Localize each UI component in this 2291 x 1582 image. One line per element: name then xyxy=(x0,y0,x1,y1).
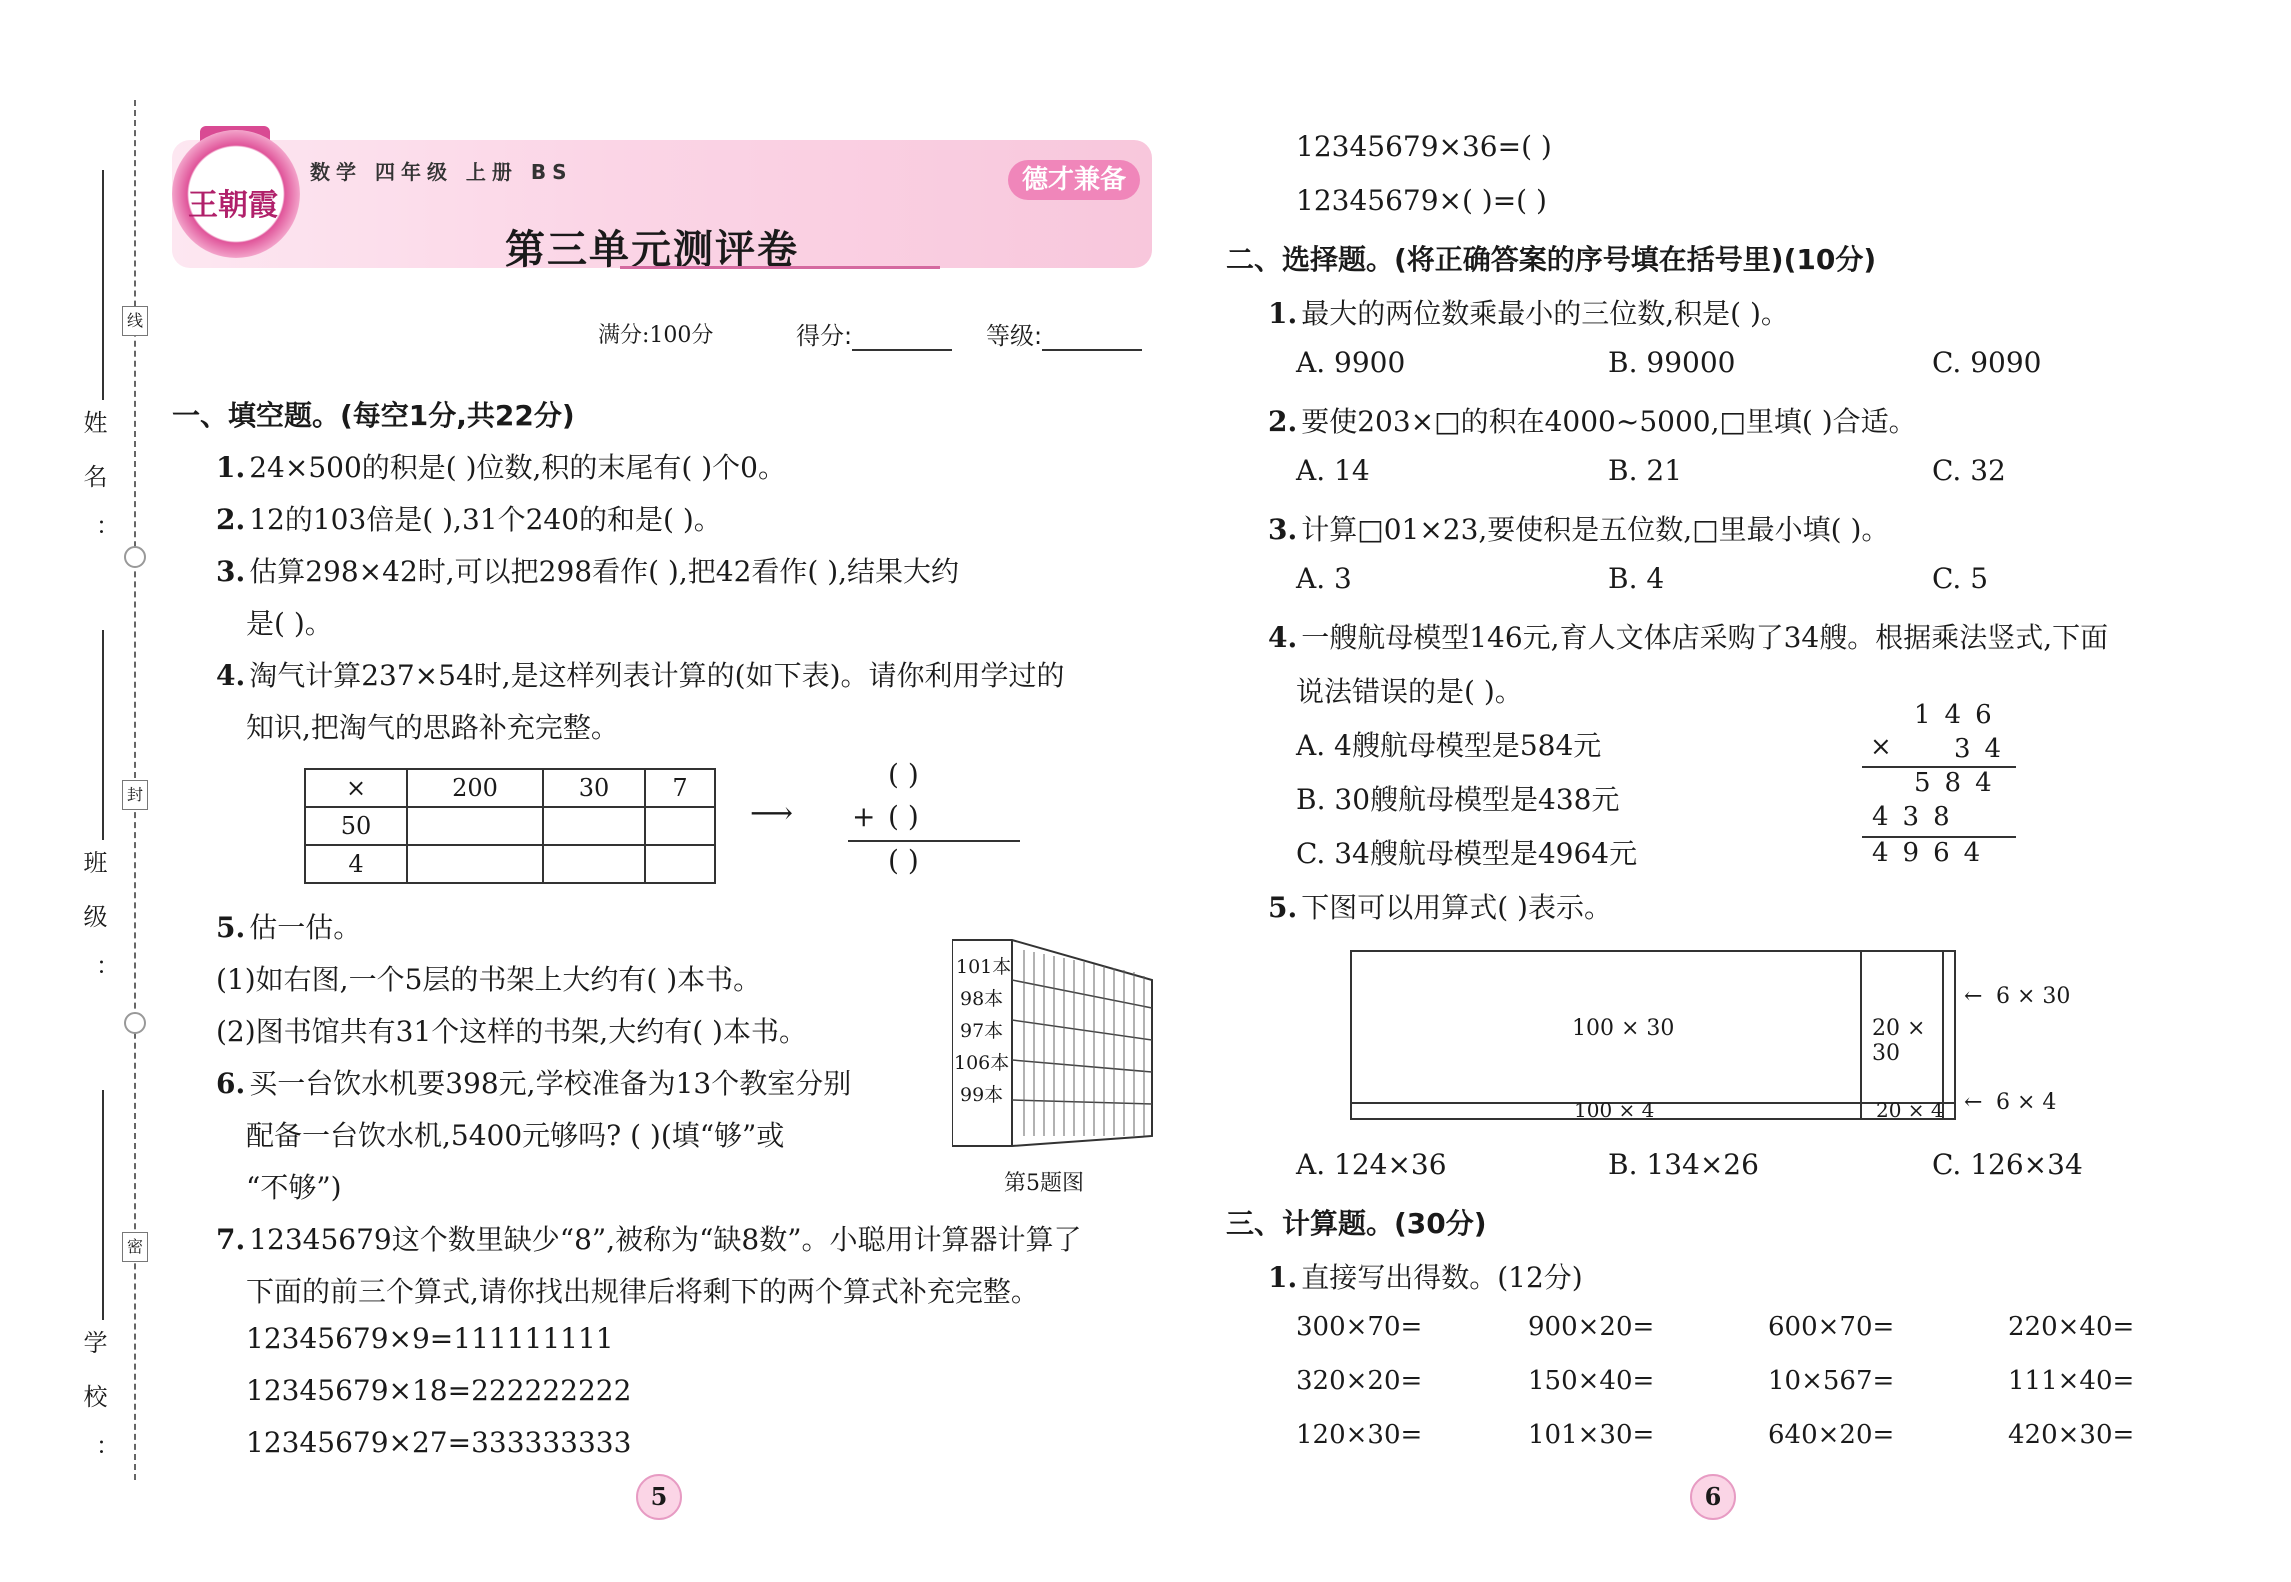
school-underline xyxy=(102,1090,104,1320)
score-label: 得分: xyxy=(796,322,853,350)
option-b[interactable]: B. 99000 xyxy=(1608,346,1736,379)
question-text: 12的103倍是( ),31个240的和是( )。 xyxy=(249,503,722,536)
table-row-header: 50 xyxy=(305,807,407,845)
calc-item[interactable]: 150×40= xyxy=(1528,1366,1655,1396)
table-answer-cell[interactable] xyxy=(543,845,645,883)
shelf-label: 106本 xyxy=(954,1052,1010,1074)
vertical-row-2: 34 xyxy=(1954,734,2016,764)
question-1-6-cont: 配备一台饮水机,5400元够吗? ( )(填“够”或 xyxy=(246,1119,785,1152)
pattern-line: 12345679×18=222222222 xyxy=(246,1374,632,1407)
calc-item[interactable]: 320×20= xyxy=(1296,1366,1423,1396)
grade-field[interactable] xyxy=(986,316,1142,351)
area-divider xyxy=(1860,952,1862,1118)
question-2-3 xyxy=(1268,508,1889,548)
question-2-5 xyxy=(1268,886,1612,926)
question-number: 2. xyxy=(1268,405,1298,438)
question-number: 5. xyxy=(1268,891,1298,924)
pattern-answer-1[interactable]: 12345679×36=( ) xyxy=(1296,130,1552,163)
calc-item[interactable]: 120×30= xyxy=(1296,1420,1423,1450)
calc-item[interactable]: 111×40= xyxy=(2008,1366,2135,1396)
question-2-2 xyxy=(1268,400,1917,440)
times-sign: × xyxy=(1870,732,1906,762)
option-b[interactable]: B. 4 xyxy=(1608,562,1665,595)
question-1-1 xyxy=(216,446,786,486)
full-score: 满分:100分 xyxy=(598,323,714,348)
sum-blank-3[interactable]: ( ) xyxy=(888,844,919,877)
pattern-answer-2[interactable]: 12345679×( )=( ) xyxy=(1296,184,1547,217)
question-text: 估一估。 xyxy=(249,911,362,944)
question-number: 2. xyxy=(216,503,246,536)
table-answer-cell[interactable] xyxy=(645,845,715,883)
question-1-2 xyxy=(216,498,722,538)
bookshelf-illustration xyxy=(952,936,1156,1148)
table-header-cell: 7 xyxy=(645,769,715,807)
table-answer-cell[interactable] xyxy=(543,807,645,845)
table-answer-cell[interactable] xyxy=(407,845,543,883)
question-number: 4. xyxy=(216,659,246,692)
question-text: 最大的两位数乘最小的三位数,积是( )。 xyxy=(1301,297,1789,330)
question-1-4-cont: 知识,把淘气的思路补充完整。 xyxy=(246,711,619,744)
option-b[interactable]: B. 21 xyxy=(1608,454,1683,487)
question-number: 3. xyxy=(216,555,246,588)
calc-item[interactable]: 420×30= xyxy=(2008,1420,2135,1450)
seal-mark: 封 xyxy=(122,780,148,810)
question-text: 一艘航母模型146元,育人文体店采购了34艘。根据乘法竖式,下面 xyxy=(1301,621,2109,654)
table-header-cell: × xyxy=(305,769,407,807)
question-number: 5. xyxy=(216,911,246,944)
question-text: 淘气计算237×54时,是这样列表计算的(如下表)。请你利用学过的 xyxy=(249,659,1065,692)
name-label: 姓名： xyxy=(79,410,107,572)
table-answer-cell[interactable] xyxy=(407,807,543,845)
pattern-line: 12345679×9=111111111 xyxy=(246,1322,614,1355)
calc-item[interactable]: 600×70= xyxy=(1768,1312,1895,1342)
title-underline xyxy=(620,266,940,269)
page-number-right: 6 xyxy=(1690,1474,1736,1520)
shelf-label: 101本 xyxy=(956,956,1012,978)
question-text: 要使203×□的积在4000~5000,□里填( )合适。 xyxy=(1301,405,1917,438)
question-text: 直接写出得数。(12分) xyxy=(1301,1261,1583,1294)
area-label: 20 × 4 xyxy=(1876,1098,1944,1122)
section3-sub1 xyxy=(1268,1256,1583,1296)
tight-mark: 密 xyxy=(122,1232,148,1262)
page-title: 第三单元测评卷 xyxy=(505,227,799,273)
shelf-label: 98本 xyxy=(960,988,1004,1010)
question-1-7-cont: 下面的前三个算式,请你找出规律后将剩下的两个算式补充完整。 xyxy=(246,1275,1039,1308)
calc-item[interactable]: 640×20= xyxy=(1768,1420,1895,1450)
question-number: 4. xyxy=(1268,621,1298,654)
question-number: 6. xyxy=(216,1067,246,1100)
class-label: 班级： xyxy=(79,850,107,1012)
sum-blank-1[interactable]: ( ) xyxy=(888,758,919,791)
option-b[interactable]: B. 30艘航母模型是438元 xyxy=(1296,783,1620,816)
option-c[interactable]: C. 5 xyxy=(1932,562,1989,595)
binding-margin xyxy=(0,0,143,1582)
line-mark: 线 xyxy=(122,306,148,336)
option-c[interactable]: C. 9090 xyxy=(1932,346,2042,379)
option-a[interactable]: A. 3 xyxy=(1296,562,1352,595)
calc-item[interactable]: 300×70= xyxy=(1296,1312,1423,1342)
question-1-3 xyxy=(216,550,959,590)
question-text: 12345679这个数里缺少“8”,被称为“缺8数”。小聪用计算器计算了 xyxy=(249,1223,1082,1256)
table-row-header: 4 xyxy=(305,845,407,883)
table-answer-cell[interactable] xyxy=(645,807,715,845)
left-arrow-icon: ← xyxy=(1964,984,1983,1009)
section1-heading: 一、填空题。(每空1分,共22分) xyxy=(172,399,575,432)
option-c[interactable]: C. 126×34 xyxy=(1932,1148,2083,1181)
area-model-figure xyxy=(1350,950,1956,1120)
calc-item[interactable]: 101×30= xyxy=(1528,1420,1655,1450)
sum-blank-2[interactable]: ( ) xyxy=(888,800,919,833)
name-underline xyxy=(102,170,104,400)
option-a[interactable]: A. 14 xyxy=(1296,454,1370,487)
question-number: 1. xyxy=(216,451,246,484)
calc-item[interactable]: 220×40= xyxy=(2008,1312,2135,1342)
option-a[interactable]: A. 9900 xyxy=(1296,346,1406,379)
calc-item[interactable]: 900×20= xyxy=(1528,1312,1655,1342)
question-1-6 xyxy=(216,1062,851,1102)
class-underline xyxy=(102,630,104,840)
sum-line xyxy=(848,840,1020,842)
vertical-row-1: 146 xyxy=(1914,700,2006,730)
plus-sign: + xyxy=(852,800,876,833)
area-label: 6 × 30 xyxy=(1996,984,2071,1009)
question-text: 买一台饮水机要398元,学校准备为13个教室分别 xyxy=(249,1067,852,1100)
question-text: 24×500的积是( )位数,积的末尾有( )个0。 xyxy=(249,451,786,484)
subject-line: 数学 四年级 上册 BS xyxy=(310,160,573,184)
section2-heading: 二、选择题。(将正确答案的序号填在括号里)(10分) xyxy=(1226,243,1877,276)
area-label: 100 × 30 xyxy=(1572,1016,1675,1041)
grade-label: 等级: xyxy=(986,322,1043,350)
option-a[interactable]: A. 124×36 xyxy=(1296,1148,1447,1181)
question-text: 下图可以用算式( )表示。 xyxy=(1301,891,1612,924)
question-1-6-cont2: “不够”) xyxy=(246,1171,342,1204)
area-label: 6 × 4 xyxy=(1996,1090,2057,1115)
left-arrow-icon: ← xyxy=(1964,1090,1983,1115)
table-header-cell: 200 xyxy=(407,769,543,807)
question-number: 7. xyxy=(216,1223,246,1256)
option-b[interactable]: B. 134×26 xyxy=(1608,1148,1759,1181)
score-blank[interactable] xyxy=(852,329,952,351)
grade-blank[interactable] xyxy=(1042,329,1142,351)
table-header-cell: 30 xyxy=(543,769,645,807)
figure-caption: 第5题图 xyxy=(1004,1171,1084,1196)
binding-hole-icon xyxy=(124,546,146,568)
page-number-left: 5 xyxy=(636,1474,682,1520)
question-1-5-sub2: (2)图书馆共有31个这样的书架,大约有( )本书。 xyxy=(216,1015,807,1048)
pattern-line: 12345679×27=333333333 xyxy=(246,1426,632,1459)
vertical-row-5: 4964 xyxy=(1872,838,1995,868)
shelf-label: 97本 xyxy=(960,1020,1004,1042)
question-1-4 xyxy=(216,654,1065,694)
score-field[interactable] xyxy=(796,316,952,351)
shelf-label: 99本 xyxy=(960,1084,1004,1106)
binding-hole-icon xyxy=(124,1012,146,1034)
question-number: 1. xyxy=(1268,297,1298,330)
school-label: 学校： xyxy=(79,1330,107,1492)
option-c[interactable]: C. 32 xyxy=(1932,454,2006,487)
vertical-row-4: 438 xyxy=(1872,802,1964,832)
question-1-7 xyxy=(216,1218,1082,1258)
area-label: 100 × 4 xyxy=(1574,1098,1655,1122)
option-c[interactable]: C. 34艘航母模型是4964元 xyxy=(1296,837,1638,870)
logo-text: 王朝霞 xyxy=(188,188,278,223)
question-number: 3. xyxy=(1268,513,1298,546)
motto-badge: 德才兼备 xyxy=(1008,160,1140,200)
calc-item[interactable]: 10×567= xyxy=(1768,1366,1895,1396)
question-text: 计算□01×23,要使积是五位数,□里最小填( )。 xyxy=(1301,513,1890,546)
question-text: 估算298×42时,可以把298看作( ),把42看作( ),结果大约 xyxy=(249,555,960,588)
question-2-1 xyxy=(1268,292,1789,332)
right-arrow-icon: ⟶ xyxy=(750,796,794,831)
question-1-5 xyxy=(216,906,361,946)
question-1-3-cont: 是( )。 xyxy=(246,607,333,640)
vertical-row-3: 584 xyxy=(1914,768,2006,798)
option-a[interactable]: A. 4艘航母模型是584元 xyxy=(1296,729,1602,762)
question-number: 1. xyxy=(1268,1261,1298,1294)
multiplication-table xyxy=(304,768,716,884)
question-2-4-cont: 说法错误的是( )。 xyxy=(1296,675,1523,708)
section3-heading: 三、计算题。(30分) xyxy=(1226,1207,1487,1240)
question-1-5-sub1: (1)如右图,一个5层的书架上大约有( )本书。 xyxy=(216,963,762,996)
area-label: 20 × 30 xyxy=(1872,1016,1926,1066)
question-2-4 xyxy=(1268,616,2108,656)
